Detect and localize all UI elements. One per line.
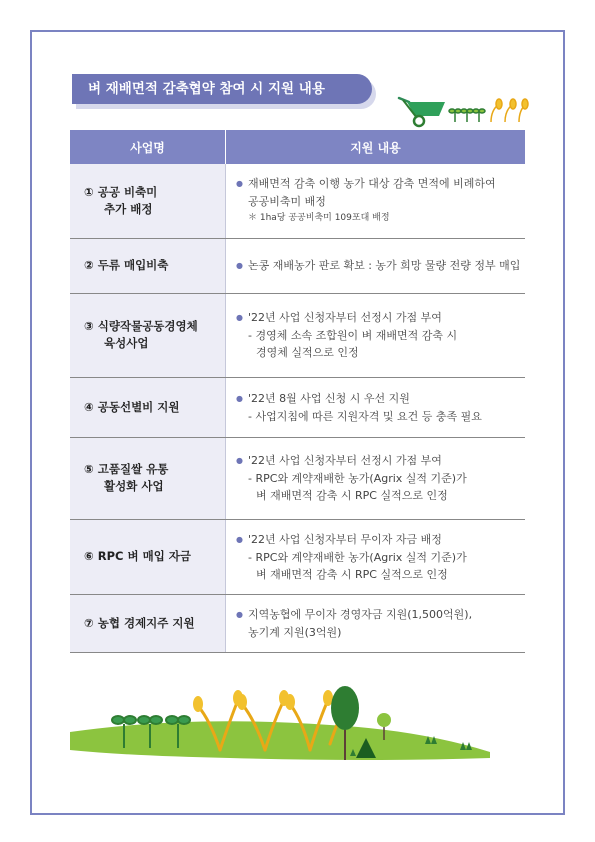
desc-line: ● 논콩 재배농가 판로 확보 : 농가 희망 물량 전량 정부 매입 — [236, 257, 521, 275]
desc-line: 농기계 지원(3억원) — [248, 625, 342, 639]
field-illustration — [70, 670, 490, 770]
wheelbarrow-icon — [399, 98, 445, 126]
table-row — [70, 238, 525, 293]
row-description — [226, 164, 526, 238]
row-description — [226, 293, 526, 377]
row-name-line: 육성사업 — [104, 336, 149, 350]
desc-line: - RPC와 계약재배한 농가(Agrix 실적 기준)가 — [248, 550, 467, 564]
row-name-line: 추가 배정 — [104, 201, 153, 216]
row-name — [70, 164, 226, 238]
desc-line: 공공비축미 배정 — [248, 194, 326, 208]
row-name — [70, 238, 226, 293]
wheat-icon — [491, 99, 528, 122]
row-description — [226, 437, 526, 519]
row-name — [70, 293, 226, 377]
desc-line: 벼 재배면적 감축 시 RPC 실적으로 인정 — [256, 567, 448, 581]
row-name-line: ④ 공동선별비 지원 — [84, 399, 180, 414]
table-row — [70, 437, 525, 519]
row-name-line: ⑥ RPC 벼 매입 자금 — [84, 549, 192, 563]
sprout-icon — [112, 716, 190, 748]
row-description — [226, 238, 526, 293]
grain-heads — [193, 690, 351, 712]
header-business-name: 사업명 — [70, 130, 226, 164]
row-name-line: ③ 식량작물공동경영체 — [84, 319, 198, 333]
desc-line: ● '22년 사업 신청자부터 무이자 자금 배정 — [236, 531, 521, 549]
table-row — [70, 377, 525, 437]
section-title: 벼 재배면적 감축협약 참여 시 지원 내용 — [72, 74, 372, 104]
sprout-icon — [449, 109, 485, 122]
desc-line: 벼 재배면적 감축 시 RPC 실적으로 인정 — [256, 489, 448, 502]
desc-line: ● '22년 사업 신청자부터 선정시 가점 부여 — [236, 309, 521, 327]
support-table — [70, 130, 525, 653]
desc-line: - 경영체 소속 조합원이 벼 재배면적 감축 시 — [248, 329, 458, 342]
desc-line: 경영체 실적으로 인정 — [256, 346, 359, 359]
row-name-line: ② 두류 매입비축 — [84, 258, 169, 272]
row-name — [70, 377, 226, 437]
desc-line: ● 지역농협에 무이자 경영자금 지원(1,500억원), — [236, 606, 521, 624]
wheelbarrow-decoration — [395, 88, 530, 128]
table-row — [70, 164, 525, 238]
row-description — [226, 377, 526, 437]
desc-line: ● '22년 사업 신청자부터 선정시 가점 부여 — [236, 452, 521, 470]
row-name-line: ① 공공 비축미 — [84, 184, 158, 199]
desc-line: ● '22년 8월 사업 신청 시 우선 지원 — [236, 390, 521, 408]
row-description — [226, 519, 526, 594]
row-name — [70, 594, 226, 652]
table-header-row — [70, 130, 525, 164]
row-name — [70, 437, 226, 519]
row-name-line: ⑤ 고품질쌀 유통 — [84, 462, 169, 476]
desc-line: ● 재배면적 감축 이행 농가 대상 감축 면적에 비례하여 — [236, 175, 521, 193]
row-name-line: 활성화 사업 — [104, 479, 164, 493]
header-support-content: 지원 내용 — [226, 130, 526, 164]
desc-line: - RPC와 계약재배한 농가(Agrix 실적 기준)가 — [248, 472, 467, 485]
table-row — [70, 293, 525, 377]
desc-note: ＊ 1ha당 공공비축미 109포대 배정 — [248, 212, 390, 223]
row-name — [70, 519, 226, 594]
row-description — [226, 594, 526, 652]
row-name-line: ⑦ 농협 경제지주 지원 — [84, 615, 195, 630]
table-row — [70, 519, 525, 594]
desc-line: - 사업지침에 따른 지원자격 및 요건 등 충족 필요 — [248, 409, 482, 423]
table-row — [70, 594, 525, 652]
